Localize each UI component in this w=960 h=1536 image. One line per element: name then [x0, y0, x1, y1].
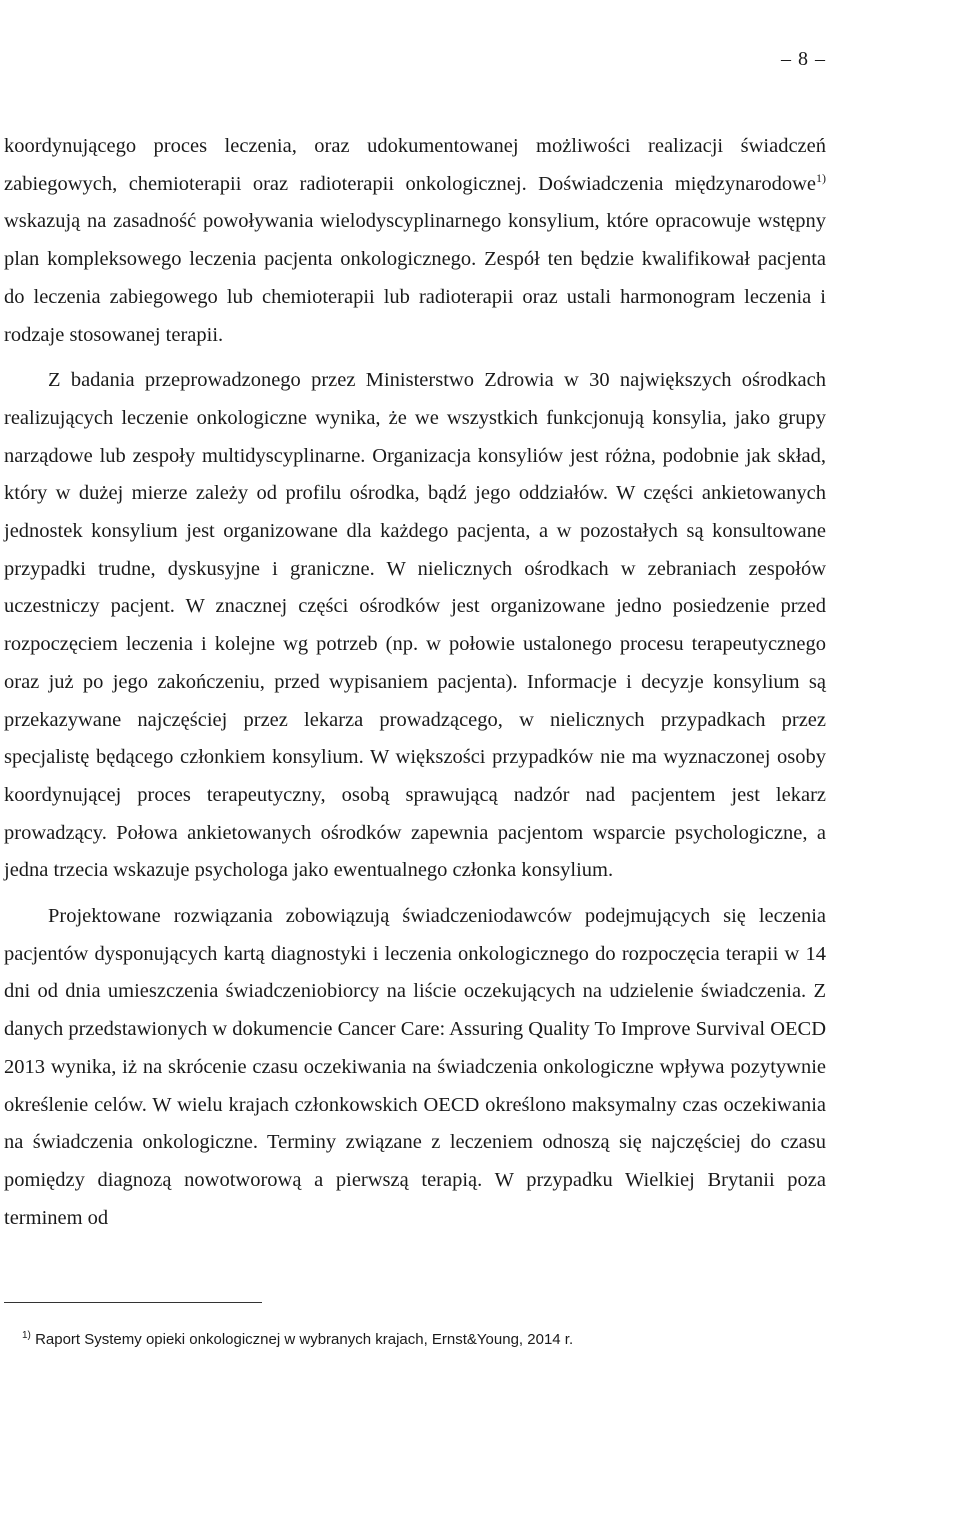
footnote-reference: 1) [816, 170, 826, 185]
footnote-marker: 1) [22, 1330, 31, 1341]
document-body [4, 128, 826, 1237]
paragraph-text: koordynującego proces leczenia, oraz udokumentowanej możliwości realizacji świadczeń zabiegowych, chemioterapii oraz radioterapii onkologicznej. Doświadczenia międzynarodowe [4, 135, 826, 195]
page-number: – 8 – [781, 48, 826, 70]
paragraph-projected-solutions: Projektowane rozwiązania zobowiązują świadczeniodawców podejmujących się leczenia pacjentów dysponujących kartą diagnostyki i leczenia onkologicznego do rozpoczęcia terapii w 14 dni od dnia umieszczenia świadczeniobiorcy na liście oczekujących na udzielenie świadczenia. Z danych przedstawionych w dokumencie Cancer Care: Assuring Quality To Improve Survival OECD 2013 wynika, iż na skrócenie czasu oczekiwania na świadczenia onkologiczne wpływa pozytywnie określenie celów. W wielu krajach członkowskich OECD określono maksymalny czas oczekiwania na świadczenia onkologiczne. Terminy związane z leczeniem odnoszą się najczęściej do czasu pomiędzy diagnozą nowotworową a pierwszą terapią. W przypadku Wielkiej Brytanii poza terminem od [4, 905, 826, 1229]
footnote-divider [4, 1302, 262, 1303]
footnote [22, 1330, 822, 1350]
paragraph-text: wskazują na zasadność powoływania wielodyscyplinarnego konsylium, które opracowuje wstępny plan kompleksowego leczenia pacjenta onkologicznego. Zespół ten będzie kwalifikował pacjenta do leczenia zabiegowego lub chemioterapii lub radioterapii oraz ustali harmonogram leczenia i rodzaje stosowanej terapii. [4, 210, 826, 346]
footnote-text: Raport Systemy opieki onkologicznej w wybranych krajach, Ernst&Young, 2014 r. [30, 1331, 574, 1348]
paragraph-ministry-study: Z badania przeprowadzonego przez Ministerstwo Zdrowia w 30 największych ośrodkach realizujących leczenie onkologiczne wynika, że we wszystkich funkcjonują konsylia, jako grupy narządowe lub zespoły multidyscyplinarne. Organizacja konsyliów jest różna, podobnie jak skład, który w dużej mierze zależy od profilu ośrodka, bądź jego oddziałów. W części ankietowanych jednostek konsylium jest organizowane dla każdego pacjenta, a w pozostałych są konsultowane przypadki trudne, dyskusyjne i graniczne. W nielicznych ośrodkach w zebraniach zespołów uczestniczy pacjent. W znacznej części ośrodków jest organizowane jedno posiedzenie przed rozpoczęciem leczenia i kolejne wg potrzeb (np. w połowie ustalonego procesu terapeutycznego oraz już po jego zakończeniu, przed wypisaniem pacjenta). Informacje i decyzje konsylium są przekazywane najczęściej przez lekarza prowadzącego, w nielicznych przypadkach przez specjalistę będącego członkiem konsylium. W większości przypadków nie ma wyznaczonej osoby koordynującej proces terapeutyczny, osobą sprawującą nadzór nad pacjentem jest lekarz prowadzący. Połowa ankietowanych ośrodków zapewnia pacjentom wsparcie psychologiczne, a jedna trzecia wskazuje psychologa jako ewentualnego członka konsylium. [4, 369, 826, 882]
paragraph-consilium-intro [4, 128, 826, 354]
